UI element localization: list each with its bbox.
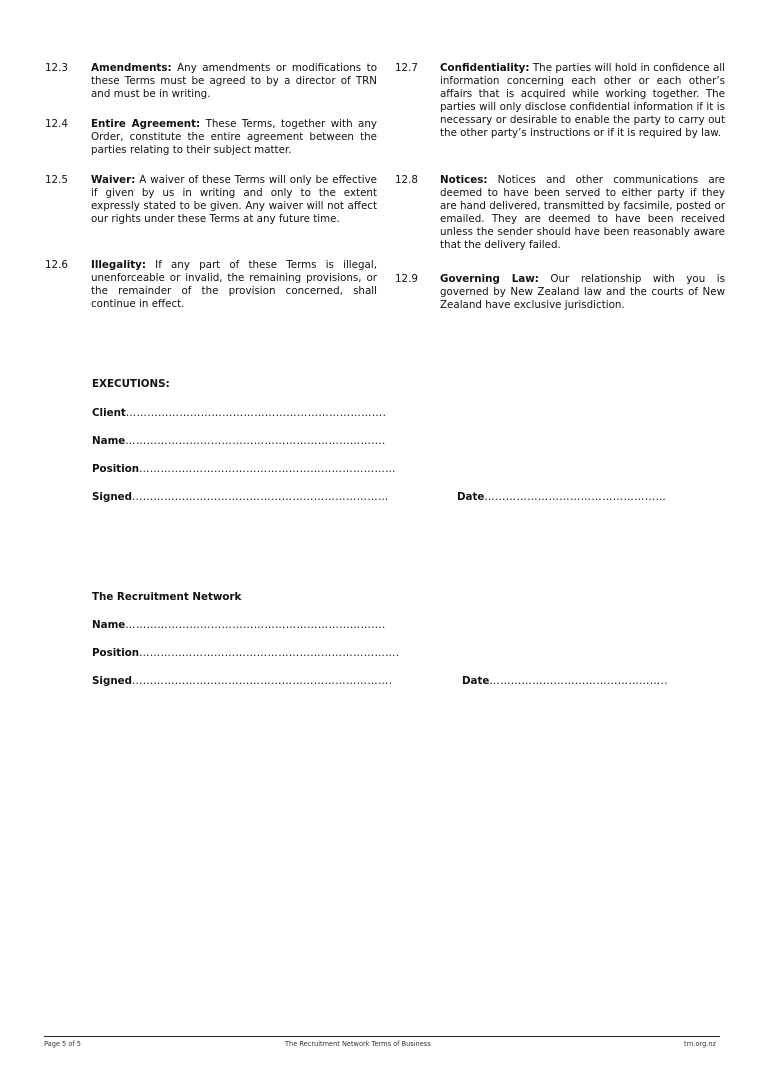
clause-number: 12.4: [45, 118, 68, 130]
client-signed-line[interactable]: [92, 491, 389, 503]
executions-heading: EXECUTIONS:: [92, 378, 170, 390]
name-dots: ……………………………………………………………….: [125, 435, 386, 447]
clause-number: 12.5: [45, 174, 68, 186]
clause-number: 12.3: [45, 62, 68, 74]
client-dots: ……………………………………………………………….: [125, 407, 387, 419]
position-label: Position: [92, 647, 140, 659]
footer-page-number: Page 5 of 5: [44, 1040, 81, 1048]
clause-number: 12.9: [395, 273, 418, 285]
date-label: Date: [457, 491, 485, 503]
clause-text: The parties will hold in confidence all information concerning each other or each other’s affairs that is acquired while working together. The parties will only disclose confidential information if it is necessary or desirable to enable the party to carry out the other party’s instructions or if it is required by law.: [440, 62, 725, 139]
clause-heading: Governing Law:: [440, 273, 539, 285]
date-label: Date: [462, 675, 490, 687]
clause-heading: Illegality:: [91, 259, 147, 271]
clause-heading: Entire Agreement:: [91, 118, 201, 130]
clause-number: 12.6: [45, 259, 68, 271]
clause-body: [440, 174, 725, 252]
clause-body: [440, 273, 725, 312]
clause-heading: Amendments:: [91, 62, 172, 74]
clause-text: Notices and other communications are deemed to have been served to either party if they are hand delivered, transmitted by facsimile, posted or emailed. They are deemed to have been received unless the sender should have been reasonably aware that the delivery failed.: [440, 174, 725, 251]
signed-label: Signed: [92, 675, 133, 687]
trn-name-line[interactable]: [92, 619, 386, 631]
position-dots: ………………………………………………………………: [139, 463, 396, 475]
clause-text: Any amendments or modifications to these Terms must be agreed to by a director of TRN and must be in writing.: [91, 62, 377, 100]
date-dots: ……………………………………………: [484, 491, 667, 503]
name-dots: ……………………………………………………………….: [125, 619, 386, 631]
clause-text: These Terms, together with any Order, constitute the entire agreement between the parties relating to their subject matter.: [91, 118, 377, 156]
clause-heading: Confidentiality:: [440, 62, 530, 74]
clause-number: 12.8: [395, 174, 418, 186]
date-dots: …………………………………………..: [489, 675, 668, 687]
name-label: Name: [92, 435, 126, 447]
client-date-line[interactable]: [457, 491, 666, 503]
clause-body: [91, 62, 377, 101]
clause-number: 12.7: [395, 62, 418, 74]
trn-position-line[interactable]: [92, 647, 400, 659]
clause-text: Our relationship with you is governed by New Zealand law and the courts of New Zealand have exclusive jurisdiction.: [440, 273, 725, 311]
name-label: Name: [92, 619, 126, 631]
clause-body: [91, 259, 377, 311]
clause-heading: Notices:: [440, 174, 488, 186]
clause-body: [91, 118, 377, 157]
client-signature-line[interactable]: [92, 407, 386, 419]
footer-divider: [44, 1036, 720, 1037]
trn-heading: The Recruitment Network: [92, 591, 242, 603]
signed-dots: ………………………………………………………………: [132, 491, 389, 503]
signed-dots: ……………………………………………………………….: [132, 675, 393, 687]
position-dots: ……………………………………………………………….: [139, 647, 400, 659]
footer-document-title: The Recruitment Network Terms of Business: [285, 1040, 431, 1048]
clause-text: If any part of these Terms is illegal, unenforceable or invalid, the remaining provisions, or the remainder of the provision concerned, shall continue in effect.: [91, 259, 377, 310]
clause-body: [440, 62, 725, 140]
clause-heading: Waiver:: [91, 174, 136, 186]
client-name-line[interactable]: [92, 435, 386, 447]
client-label: Client: [92, 407, 126, 419]
signed-label: Signed: [92, 491, 133, 503]
trn-signed-line[interactable]: [92, 675, 392, 687]
position-label: Position: [92, 463, 140, 475]
clause-body: [91, 174, 377, 226]
client-position-line[interactable]: [92, 463, 396, 475]
trn-date-line[interactable]: [462, 675, 668, 687]
footer-website: trn.org.nz: [684, 1040, 717, 1048]
clause-text: A waiver of these Terms will only be effective if given by us in writing and only to the extent expressly stated to be given. Any waiver will not affect our rights under these Terms at any future time.: [91, 174, 377, 225]
